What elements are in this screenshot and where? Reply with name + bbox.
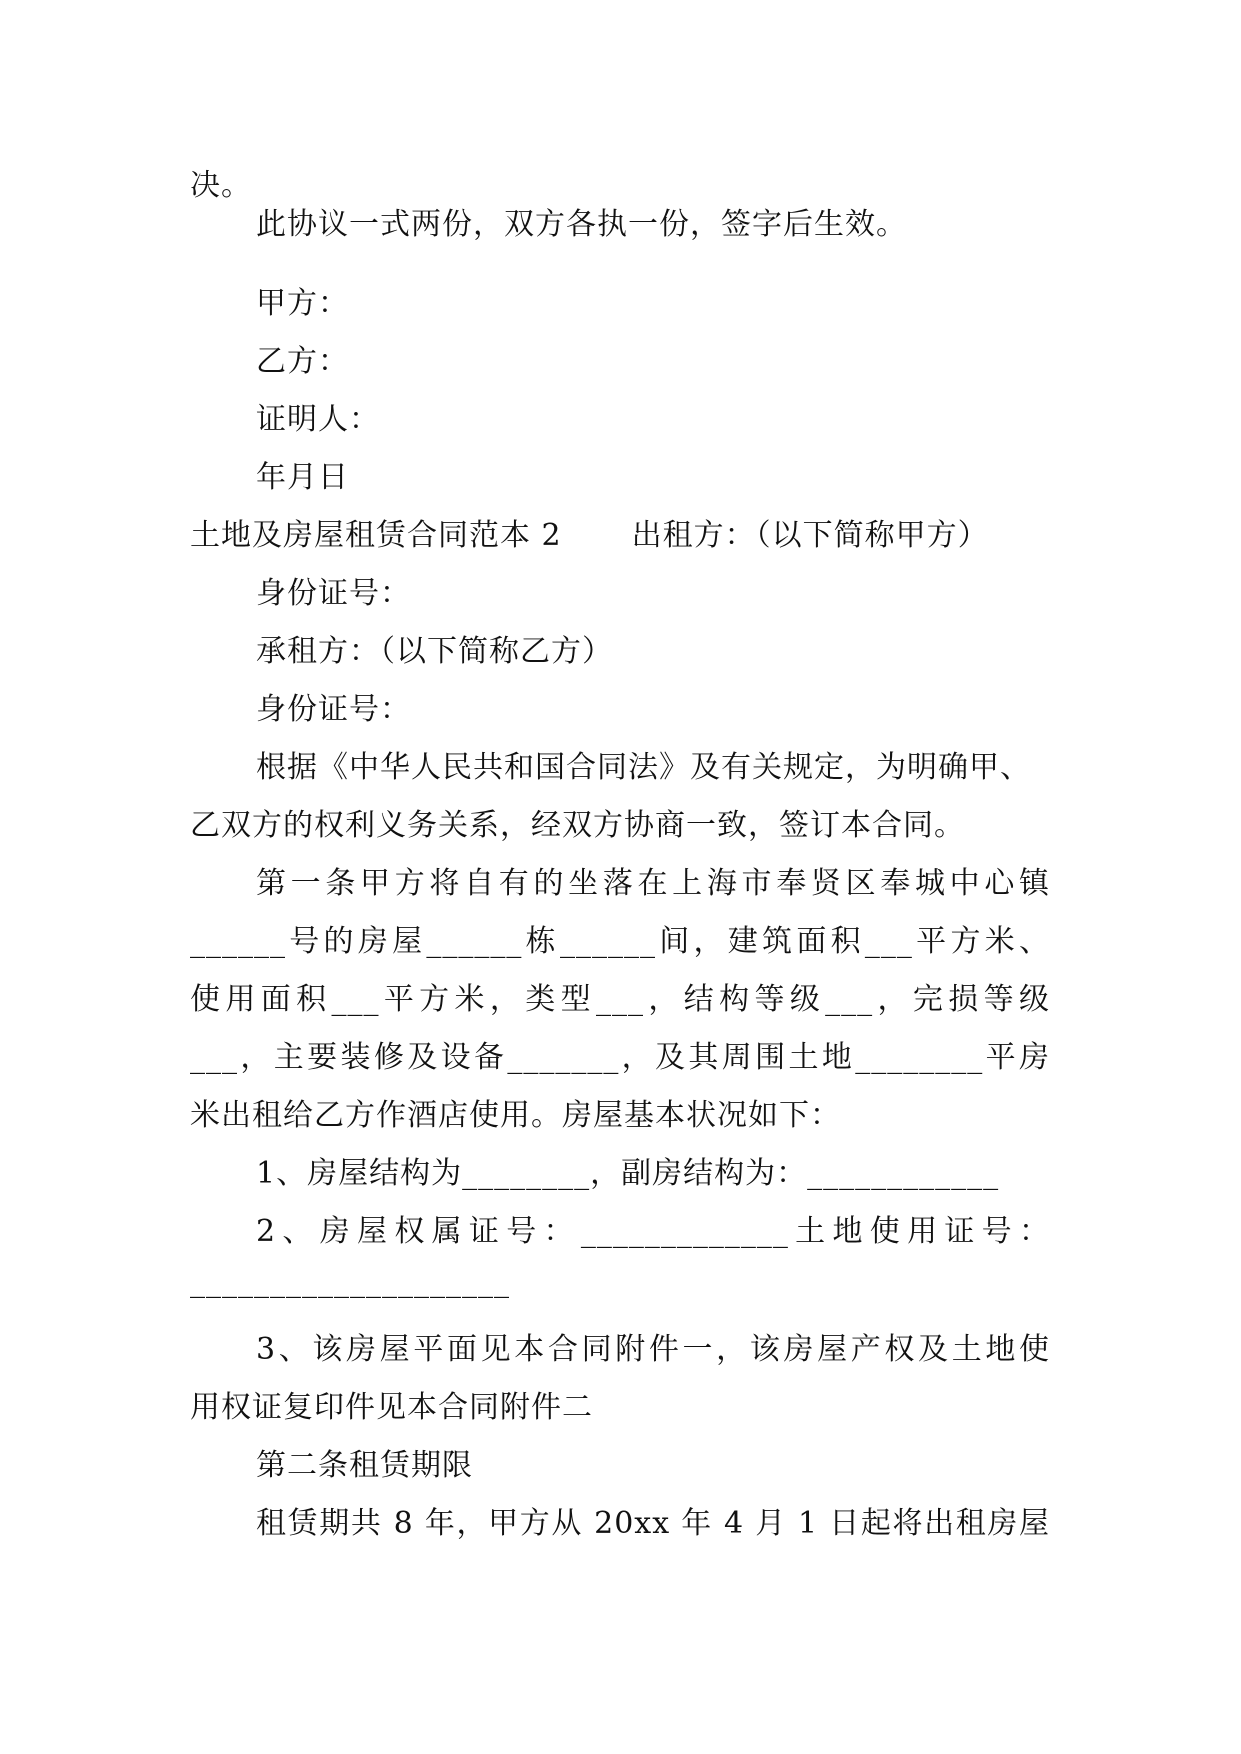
text-line: 决。 bbox=[190, 168, 252, 203]
text-line: 承租方：（以下简称乙方） bbox=[256, 634, 613, 669]
text-line: 用权证复印件见本合同附件二 bbox=[190, 1390, 593, 1425]
text-line: 米出租给乙方作酒店使用。房屋基本状况如下： bbox=[190, 1098, 841, 1133]
contract-title: 土地及房屋租赁合同范本 2 bbox=[190, 518, 562, 553]
text-line: 1、房屋结构为________，副房结构为：____________ bbox=[256, 1156, 1000, 1191]
text-line: 乙双方的权利义务关系，经双方协商一致，签订本合同。 bbox=[190, 808, 965, 843]
text-line: 使用面积___平方米，类型___，结构等级___，完损等级 bbox=[190, 982, 1050, 1017]
text-line: 身份证号： bbox=[256, 692, 411, 727]
text-line: 年月日 bbox=[256, 460, 349, 495]
text-line: ___，主要装修及设备_______，及其周围土地________平房 bbox=[190, 1040, 1050, 1075]
section-heading: 第二条租赁期限 bbox=[256, 1448, 473, 1483]
text-line: 2、房屋权属证号：_____________土地使用证号： bbox=[256, 1214, 1050, 1249]
contract-heading-line bbox=[190, 516, 989, 556]
text-line: 第一条甲方将自有的坐落在上海市奉贤区奉城中心镇 bbox=[256, 866, 1050, 901]
text-line: 此协议一式两份，双方各执一份，签字后生效。 bbox=[256, 207, 907, 242]
text-line: 根据《中华人民共和国合同法》及有关规定，为明确甲、 bbox=[256, 750, 1031, 785]
text-line: 甲方： bbox=[256, 286, 349, 321]
text-line: 身份证号： bbox=[256, 576, 411, 611]
text-line: ____________________ bbox=[190, 1264, 510, 1299]
text-line: 乙方： bbox=[256, 344, 349, 379]
text-line: 3、该房屋平面见本合同附件一，该房屋产权及土地使 bbox=[256, 1332, 1050, 1367]
text-line: ______号的房屋______栋______间，建筑面积___平方米、 bbox=[190, 924, 1050, 959]
text-line: 租赁期共 8 年，甲方从 20xx 年 4 月 1 日起将出租房屋 bbox=[256, 1506, 1050, 1541]
lessor-label: 出租方：（以下简称甲方） bbox=[631, 518, 989, 553]
text-line: 证明人： bbox=[256, 402, 380, 437]
